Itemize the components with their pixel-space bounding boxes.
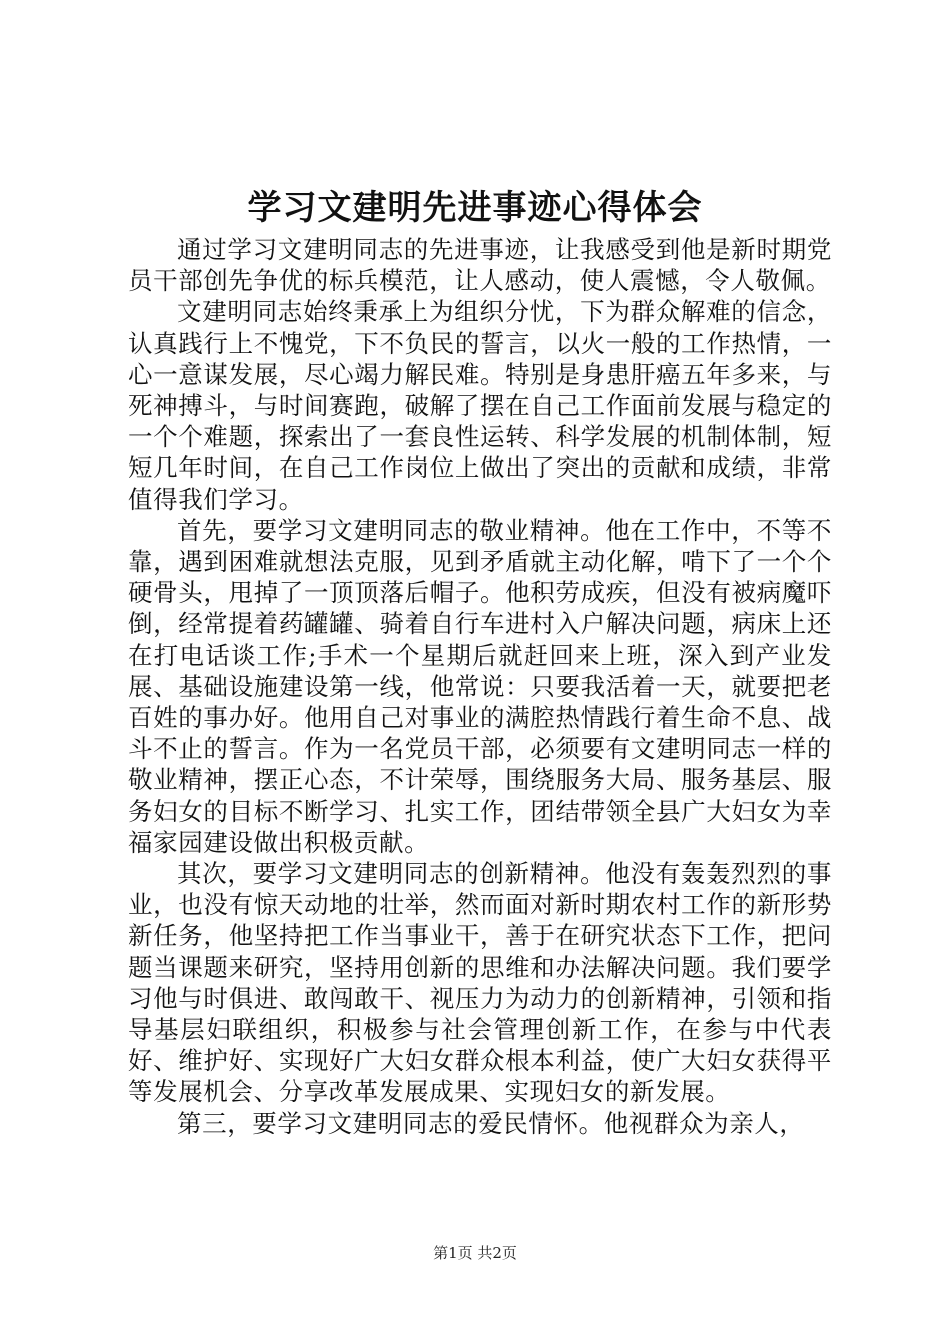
document-body xyxy=(128,234,832,1139)
paragraph-1: 通过学习文建明同志的先进事迹，让我感受到他是新时期党员干部创先争优的标兵模范，让人感动，使人震憾，令人敬佩。 xyxy=(128,235,832,296)
page-footer: 第1页 共2页 xyxy=(433,1244,517,1262)
paragraph-3: 首先，要学习文建明同志的敬业精神。他在工作中，不等不靠，遇到困难就想法克服，见到矛盾就主动化解，啃下了一个个硬骨头，甩掉了一顶顶落后帽子。他积劳成疾，但没有被病魔吓倒，经常提着药罐罐、骑着自行车进村入户解决问题，病床上还在打电话谈工作;手术一个星期后就赶回来上班，深入到产业发展、基础设施建设第一线，他常说：只要我活着一天，就要把老百姓的事办好。他用自己对事业的满腔热情践行着生命不息、战斗不止的誓言。作为一名党员干部，必须要有文建明同志一样的敬业精神，摆正心态，不计荣辱，围绕服务大局、服务基层、服务妇女的目标不断学习、扎实工作，团结带领全县广大妇女为幸福家园建设做出积极贡献。 xyxy=(128,515,832,857)
page-title: 学习文建明先进事迹心得体会 xyxy=(247,188,703,228)
paragraph-4: 其次，要学习文建明同志的创新精神。他没有轰轰烈烈的事业，也没有惊天动地的壮举，然而面对新时期农村工作的新形势新任务，他坚持把工作当事业干，善于在研究状态下工作，把问题当课题来研究，坚持用创新的思维和办法解决问题。我们要学习他与时俱进、敢闯敢干、视压力为动力的创新精神，引领和指导基层妇联组织，积极参与社会管理创新工作，在参与中代表好、维护好、实现好广大妇女群众根本利益，使广大妇女获得平等发展机会、分享改革发展成果、实现妇女的新发展。 xyxy=(128,859,832,1107)
paragraph-5: 第三，要学习文建明同志的爱民情怀。他视群众为亲人， xyxy=(177,1108,805,1138)
paragraph-2: 文建明同志始终秉承上为组织分忧，下为群众解难的信念，认真践行上不愧党，下不负民的誓言，以火一般的工作热情，一心一意谋发展，尽心竭力解民难。特别是身患肝癌五年多来，与死神搏斗，与时间赛跑，破解了摆在自己工作面前发展与稳定的一个个难题，探索出了一套良性运转、科学发展的机制体制，短短几年时间，在自己工作岗位上做出了突出的贡献和成绩，非常值得我们学习。 xyxy=(128,297,832,514)
